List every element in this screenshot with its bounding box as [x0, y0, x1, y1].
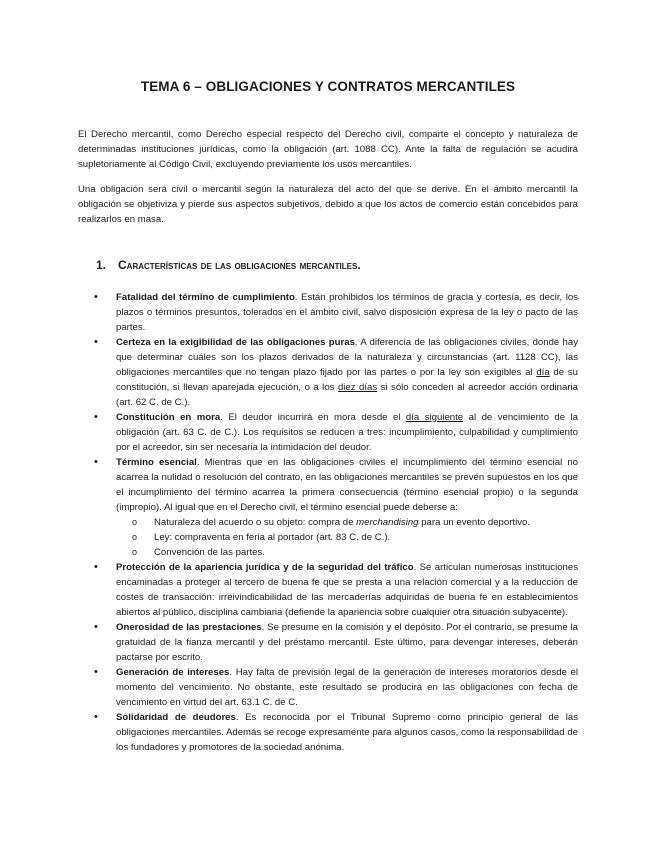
sub-list-item [78, 515, 578, 530]
item-text: . Están prohibidos los términos de gracia y cortesía, es decir, los plazos o términos presuntos, tolerados en el ámbito civil, salvo disposición expresa de la ley o pacto de las partes. [116, 292, 578, 333]
item-text: . Mientras que en las obligaciones civiles el incumplimiento del término esencial no acarrea la nulidad o resolución del contrato, en las obligaciones mercantiles se prevén supuestos en los que el incumplimiento del término acarrea la primera consecuencia (término esencial propio) o la segunda (impropio). Al igual que en el Derecho civil, el término esencial puede deberse a: [116, 457, 579, 513]
bullet-icon: • [94, 621, 98, 633]
sub-list-item [78, 545, 578, 560]
bullet-icon: • [94, 291, 98, 303]
characteristics-list [78, 290, 578, 755]
bullet-icon: • [94, 666, 98, 678]
item-label: Onerosidad de las prestaciones [116, 622, 262, 633]
item-label: Fatalidad del término de cumplimiento [116, 292, 295, 303]
item-text: al de vencimiento de la obligación (art. 63 C. de C.). Los requisitos se reducen a tres: incumplimiento, culpabilidad y cumplimiento por el acreedor, sin ser necesaria la intimidación del deudor. [116, 412, 578, 453]
list-item [78, 335, 578, 410]
item-text: . El deudor incurrirá en mora desde el [220, 412, 406, 423]
list-item [78, 290, 578, 335]
circle-bullet-icon: o [132, 547, 138, 557]
section-title: Características de las obligaciones mercantiles. [118, 258, 361, 272]
underlined-term: día [536, 367, 550, 378]
bullet-icon: • [94, 336, 98, 348]
sub-item-text: Ley: compraventa en feria al portador (art. 83 C. de C.). [154, 532, 391, 543]
item-text: . A diferencia de las obligaciones civiles, donde hay que determinar cuáles son los plazos derivados de la naturaleza y circunstancias (art. 1128 CC), las obligaciones mercantiles que no tengan plazo fijado por las partes o por la ley son exigibles al [116, 337, 578, 378]
page-title: TEMA 6 – OBLIGACIONES Y CONTRATOS MERCANTILES [140, 79, 516, 94]
list-item [78, 455, 578, 515]
item-label: Constitución en mora [116, 412, 221, 423]
circle-bullet-icon: o [132, 517, 138, 527]
list-item [78, 665, 578, 710]
bullet-icon: • [94, 561, 98, 573]
item-text: . Hay falta de previsión legal de la generación de intereses moratorios desde el momento del vencimiento. No obstante, este resultado se producirá en las obligaciones con fecha de vencimiento en virtud del art. 63.1 C. de C. [116, 667, 578, 708]
sub-list-item [78, 530, 578, 545]
item-label: Certeza en la exigibilidad de las obligaciones puras [116, 337, 355, 348]
list-item [78, 620, 578, 665]
underlined-term: diez días [337, 382, 378, 393]
section-heading [96, 258, 361, 272]
item-text: si sólo conceden al acreedor acción ordinaria (art. 62 C. de C.). [116, 382, 579, 408]
bullet-icon: • [94, 456, 98, 468]
item-label: Generación de intereses [116, 667, 230, 678]
bullet-icon: • [94, 711, 98, 723]
circle-bullet-icon: o [132, 532, 138, 542]
item-text: de su constitución, si llevan aparejada ejecución, o a los [116, 367, 578, 393]
item-text: . Se articulan numerosas instituciones encaminadas a proteger al tercero de buena fe que se presta a una relación comercial y a la reducción de costes de transacción: irreivindicabilidad de las mercaderías adquiridas de buena fe en establecimientos abiertos al público, disciplina cambiaria (defiende la apariencia sobre cualquier otra situación subyacente). [116, 562, 578, 618]
intro-paragraph-2: Una obligación será civil o mercantil según la naturaleza del acto del que se derive. En el ámbito mercantil la obligación se objetiviza y pierde sus aspectos subjetivos, debido a que los actos de comercio están concebidos para realizarlos en masa. [78, 184, 578, 225]
item-label: Término esencial [116, 457, 197, 468]
list-item [78, 710, 578, 755]
list-item [78, 560, 578, 620]
section-number: 1. [96, 258, 107, 272]
sub-item-text: Naturaleza del acuerdo o su objeto: compra de [154, 517, 357, 528]
item-label: Protección de la apariencia jurídica y de la seguridad del tráfico [116, 562, 414, 573]
item-text: . Es reconocida por el Tribunal Supremo como principio general de las obligaciones mercantiles. Además se recoge expresamente para algunos casos, como la responsabilidad de los fundadores y promotores de la sociedad anónima. [116, 712, 578, 753]
item-label: Solidaridad de deudores [116, 712, 236, 723]
bullet-icon: • [94, 411, 98, 423]
intro-paragraph-1: El Derecho mercantil, como Derecho especial respecto del Derecho civil, comparte el concepto y naturaleza de determinadas instituciones jurídicas, como la obligación (art. 1088 CC). Ante la falta de regulación se acudirá supletoriamente al Código Civil, excluyendo previamente los usos mercantiles. [78, 129, 578, 170]
emphasis-term: merchandising [356, 517, 419, 528]
list-item [78, 410, 578, 455]
underlined-term: día siguiente [405, 412, 464, 423]
item-text: . Se presume en la comisión y el depósito. Por el contrario, se presume la gratuidad de la fianza mercantil y del préstamo mercantil. Este último, para devengar intereses, deberán pactarse por escrito. [116, 622, 578, 663]
sub-item-text: Convención de las partes. [154, 547, 265, 558]
sub-item-text: para un evento deportivo. [418, 517, 531, 528]
